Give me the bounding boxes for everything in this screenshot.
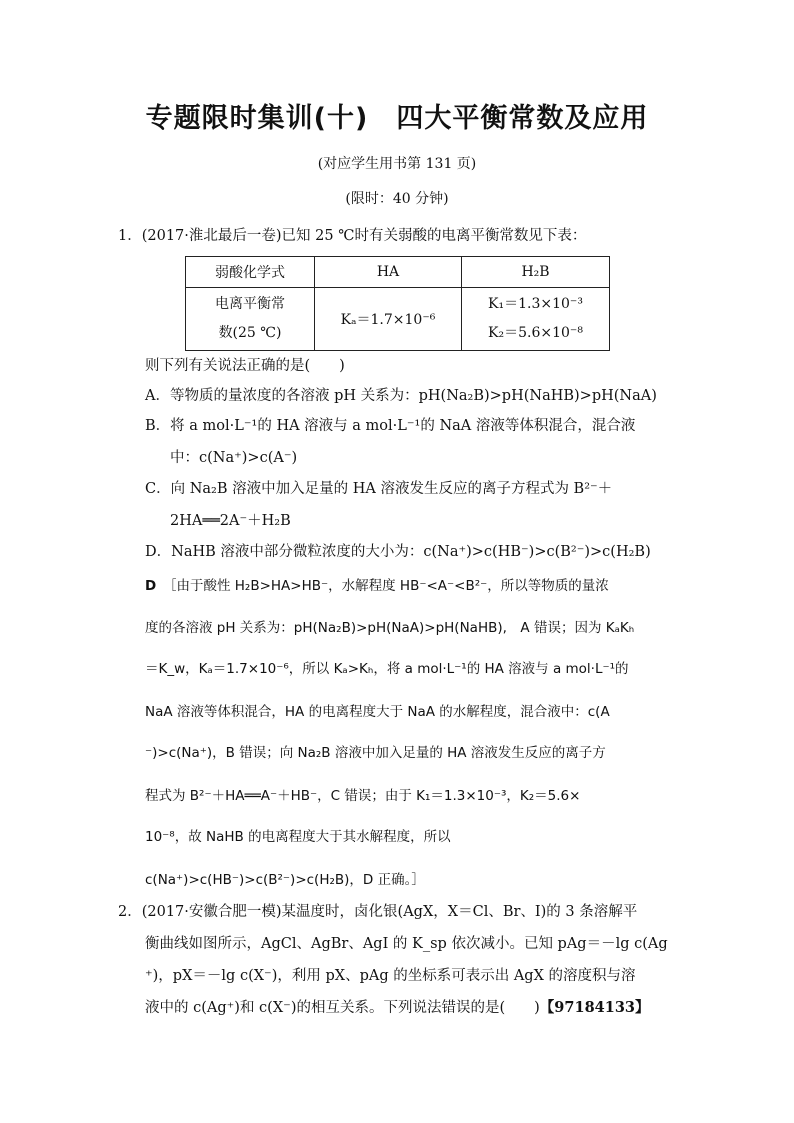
option-d: D．NaHB 溶液中部分微粒浓度的大小为：c(Na⁺)>c(HB⁻)>c(B²⁻)>c(H₂B) [145, 544, 651, 560]
table-row-label [186, 288, 315, 351]
option-b: B．将 a mol·L⁻¹的 HA 溶液与 a mol·L⁻¹的 NaA 溶液等体积混合，混合液 [145, 418, 636, 434]
row-label-line: 电离平衡常 [215, 296, 285, 312]
ha-constant: Kₐ＝1.7×10⁻⁶ [315, 288, 462, 351]
question-1-prompt: 则下列有关说法正确的是( ) [145, 358, 345, 374]
analysis-line: c(Na⁺)>c(HB⁻)>c(B²⁻)>c(H₂B)，D 正确。］ [145, 872, 425, 888]
h2b-constants [462, 288, 610, 351]
table-header-row [186, 257, 610, 288]
h2b-k1: K₁＝1.3×10⁻³ [488, 296, 583, 312]
question-2-line: 衡曲线如图所示，AgCl、AgBr、AgI 的 K_sp 依次减小。已知 pAg＝－lg c(Ag [145, 936, 668, 952]
analysis-line: ＝K_w，Kₐ＝1.7×10⁻⁶，所以 Kₐ>Kₕ，将 a mol·L⁻¹的 HA 溶液与 a mol·L⁻¹的 [145, 661, 629, 677]
row-label-line: 数(25 ℃) [218, 325, 282, 341]
analysis-line: 度的各溶液 pH 关系为：pH(Na₂B)>pH(NaA)>pH(NaHB), A 错误；因为 KₐKₕ [145, 620, 635, 636]
question-2-line [145, 998, 650, 1018]
question-2-line: 2．(2017·安徽合肥一模)某温度时，卤化银(AgX，X＝Cl、Br、I)的 3 条溶解平 [118, 904, 638, 920]
analysis-line: ⁻)>c(Na⁺)，B 错误；向 Na₂B 溶液中加入足量的 HA 溶液发生反应的离子方 [145, 745, 606, 761]
option-a: A．等物质的量浓度的各溶液 pH 关系为：pH(Na₂B)>pH(NaHB)>pH(NaA) [145, 388, 657, 404]
question-2-line: ⁺)，pX＝－lg c(X⁻)，利用 pX、pAg 的坐标系可表示出 AgX 的溶度积与溶 [145, 968, 636, 984]
source-reference: (对应学生用书第 131 页) [317, 156, 477, 172]
time-limit: (限时：40 分钟) [345, 191, 449, 207]
reference-code: 【97184133】 [539, 999, 650, 1016]
h2b-k2: K₂＝5.6×10⁻⁸ [488, 325, 583, 341]
option-b-continued: 中：c(Na⁺)>c(A⁻) [170, 450, 298, 466]
option-c: C．向 Na₂B 溶液中加入足量的 HA 溶液发生反应的离子方程式为 B²⁻＋ [145, 481, 613, 497]
analysis-line-1 [145, 576, 609, 596]
question-1-stem: 1．(2017·淮北最后一卷)已知 25 ℃时有关弱酸的电离平衡常数见下表： [118, 228, 587, 244]
option-c-continued: 2HA══2A⁻＋H₂B [170, 513, 291, 529]
analysis-line: 10⁻⁸，故 NaHB 的电离程度大于其水解程度，所以 [145, 829, 451, 845]
table-row [186, 288, 610, 351]
analysis-line: 程式为 B²⁻＋HA══A⁻＋HB⁻，C 错误；由于 K₁＝1.3×10⁻³，K₂＝5.6× [145, 788, 581, 804]
table-header-cell: HA [315, 257, 462, 288]
analysis-line: NaA 溶液等体积混合，HA 的电离程度大于 NaA 的水解程度，混合液中：c(A [145, 704, 610, 720]
ionization-constant-table [185, 256, 610, 351]
analysis-text: ［由于酸性 H₂B>HA>HB⁻，水解程度 HB⁻<A⁻<B²⁻，所以等物质的量浓 [169, 578, 609, 594]
table-header-cell: 弱酸化学式 [186, 257, 315, 288]
answer-key: D [145, 578, 157, 594]
table-header-cell: H₂B [462, 257, 610, 288]
question-2-text: 液中的 c(Ag⁺)和 c(X⁻)的相互关系。下列说法错误的是( ) [145, 1000, 540, 1016]
page-title: 专题限时集训(十) 四大平衡常数及应用 [145, 103, 649, 134]
